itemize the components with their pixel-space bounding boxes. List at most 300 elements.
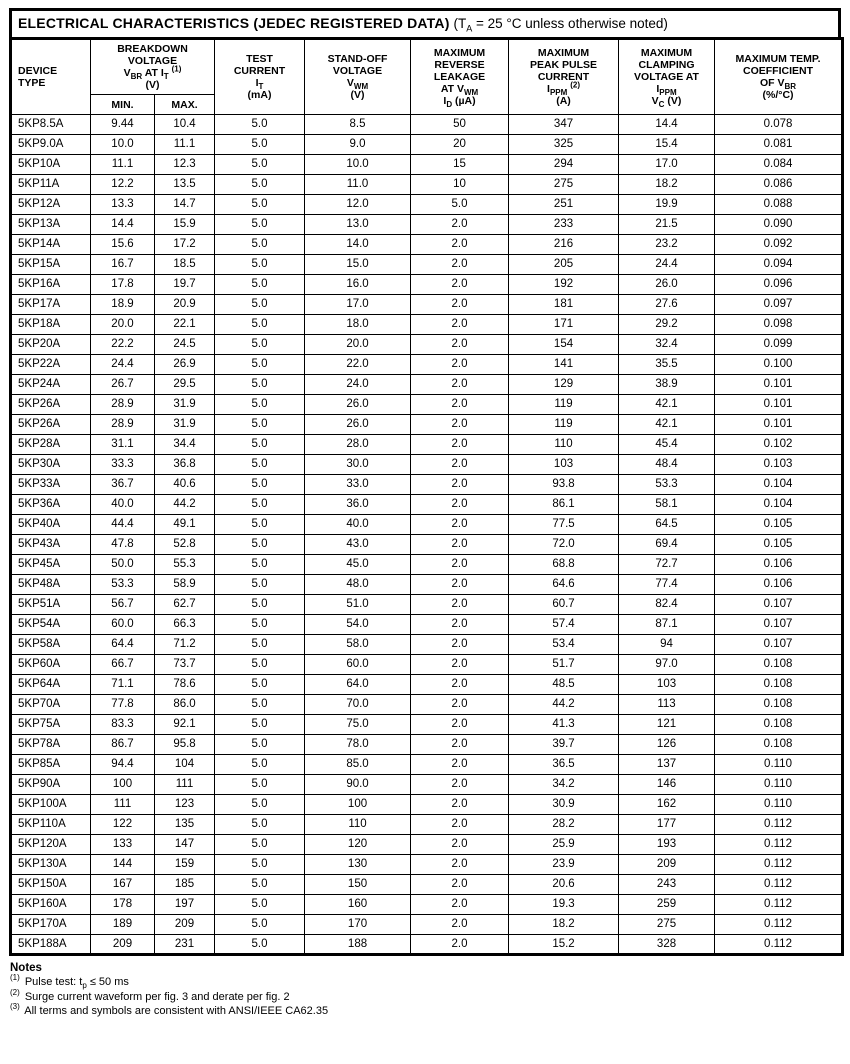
value-cell: 147	[155, 835, 215, 855]
table-row	[11, 135, 843, 155]
value-cell: 5.0	[215, 775, 305, 795]
value-cell: 167	[91, 875, 155, 895]
value-cell: 294	[509, 155, 619, 175]
value-cell: 0.108	[715, 735, 843, 755]
col-header-test-current: TEST CURRENT $I_T$ (mA)	[215, 39, 305, 115]
value-cell: 70.0	[305, 695, 411, 715]
value-cell: 42.1	[619, 395, 715, 415]
value-cell: 0.106	[715, 575, 843, 595]
value-cell: 68.8	[509, 555, 619, 575]
table-row	[11, 535, 843, 555]
table-row	[11, 475, 843, 495]
value-cell: 103	[509, 455, 619, 475]
device-type-cell: 5KP85A	[11, 755, 91, 775]
value-cell: 2.0	[411, 295, 509, 315]
notes-heading: Notes	[10, 962, 42, 974]
value-cell: 73.7	[155, 655, 215, 675]
table-row	[11, 435, 843, 455]
value-cell: 12.3	[155, 155, 215, 175]
value-cell: 13.3	[91, 195, 155, 215]
value-cell: 33.3	[91, 455, 155, 475]
value-cell: 28.9	[91, 415, 155, 435]
value-cell: 0.084	[715, 155, 843, 175]
value-cell: 111	[91, 795, 155, 815]
device-type-cell: 5KP9.0A	[11, 135, 91, 155]
value-cell: 40.0	[91, 495, 155, 515]
table-body	[11, 115, 843, 955]
value-cell: 0.104	[715, 475, 843, 495]
value-cell: 32.4	[619, 335, 715, 355]
value-cell: 72.0	[509, 535, 619, 555]
value-cell: 31.9	[155, 415, 215, 435]
value-cell: 2.0	[411, 635, 509, 655]
value-cell: 2.0	[411, 595, 509, 615]
value-cell: 193	[619, 835, 715, 855]
value-cell: 2.0	[411, 355, 509, 375]
value-cell: 25.9	[509, 835, 619, 855]
value-cell: 0.105	[715, 535, 843, 555]
value-cell: 135	[155, 815, 215, 835]
value-cell: 13.5	[155, 175, 215, 195]
value-cell: 5.0	[215, 935, 305, 955]
device-type-cell: 5KP130A	[11, 855, 91, 875]
value-cell: 53.4	[509, 635, 619, 655]
value-cell: 41.3	[509, 715, 619, 735]
value-cell: 5.0	[215, 515, 305, 535]
value-cell: 15	[411, 155, 509, 175]
value-cell: 2.0	[411, 575, 509, 595]
note-item: $^{(2)}$ Surge current waveform per fig. 3 and derate per fig. 2	[10, 987, 290, 1003]
value-cell: 87.1	[619, 615, 715, 635]
device-type-cell: 5KP22A	[11, 355, 91, 375]
table-row	[11, 815, 843, 835]
value-cell: 178	[91, 895, 155, 915]
value-cell: 181	[509, 295, 619, 315]
device-type-cell: 5KP13A	[11, 215, 91, 235]
value-cell: 233	[509, 215, 619, 235]
value-cell: 5.0	[215, 495, 305, 515]
value-cell: 64.4	[91, 635, 155, 655]
table-row	[11, 455, 843, 475]
value-cell: 93.8	[509, 475, 619, 495]
value-cell: 2.0	[411, 435, 509, 455]
table-row	[11, 515, 843, 535]
value-cell: 60.7	[509, 595, 619, 615]
value-cell: 5.0	[215, 415, 305, 435]
device-type-cell: 5KP150A	[11, 875, 91, 895]
value-cell: 100	[305, 795, 411, 815]
value-cell: 31.9	[155, 395, 215, 415]
value-cell: 23.2	[619, 235, 715, 255]
notes-section	[9, 956, 841, 1019]
value-cell: 43.0	[305, 535, 411, 555]
value-cell: 122	[91, 815, 155, 835]
value-cell: 58.9	[155, 575, 215, 595]
value-cell: 2.0	[411, 475, 509, 495]
value-cell: 5.0	[215, 835, 305, 855]
value-cell: 5.0	[215, 695, 305, 715]
value-cell: 42.1	[619, 415, 715, 435]
table-row	[11, 715, 843, 735]
value-cell: 5.0	[215, 795, 305, 815]
section-title-condition: ($T_A = 25$ °C unless otherwise noted)	[453, 16, 668, 34]
table-row	[11, 555, 843, 575]
value-cell: 9.0	[305, 135, 411, 155]
value-cell: 18.2	[509, 915, 619, 935]
value-cell: 78.6	[155, 675, 215, 695]
value-cell: 11.1	[155, 135, 215, 155]
table-row	[11, 775, 843, 795]
table-row	[11, 375, 843, 395]
value-cell: 5.0	[215, 375, 305, 395]
table-row	[11, 275, 843, 295]
value-cell: 5.0	[215, 655, 305, 675]
table-row	[11, 835, 843, 855]
device-type-cell: 5KP43A	[11, 535, 91, 555]
device-type-cell: 5KP90A	[11, 775, 91, 795]
device-type-cell: 5KP40A	[11, 515, 91, 535]
value-cell: 0.112	[715, 875, 843, 895]
value-cell: 15.6	[91, 235, 155, 255]
value-cell: 110	[509, 435, 619, 455]
value-cell: 78.0	[305, 735, 411, 755]
value-cell: 104	[155, 755, 215, 775]
value-cell: 0.110	[715, 775, 843, 795]
value-cell: 154	[509, 335, 619, 355]
value-cell: 54.0	[305, 615, 411, 635]
table-row	[11, 675, 843, 695]
device-type-cell: 5KP160A	[11, 895, 91, 915]
value-cell: 5.0	[215, 915, 305, 935]
value-cell: 29.5	[155, 375, 215, 395]
value-cell: 38.9	[619, 375, 715, 395]
value-cell: 36.7	[91, 475, 155, 495]
device-type-cell: 5KP64A	[11, 675, 91, 695]
value-cell: 72.7	[619, 555, 715, 575]
table-row	[11, 695, 843, 715]
value-cell: 2.0	[411, 335, 509, 355]
value-cell: 126	[619, 735, 715, 755]
value-cell: 5.0	[215, 755, 305, 775]
value-cell: 14.7	[155, 195, 215, 215]
value-cell: 150	[305, 875, 411, 895]
value-cell: 251	[509, 195, 619, 215]
value-cell: 19.7	[155, 275, 215, 295]
device-type-cell: 5KP14A	[11, 235, 91, 255]
value-cell: 86.7	[91, 735, 155, 755]
value-cell: 177	[619, 815, 715, 835]
value-cell: 130	[305, 855, 411, 875]
value-cell: 48.4	[619, 455, 715, 475]
value-cell: 2.0	[411, 275, 509, 295]
value-cell: 34.2	[509, 775, 619, 795]
value-cell: 77.8	[91, 695, 155, 715]
value-cell: 33.0	[305, 475, 411, 495]
value-cell: 133	[91, 835, 155, 855]
value-cell: 2.0	[411, 395, 509, 415]
value-cell: 22.0	[305, 355, 411, 375]
value-cell: 83.3	[91, 715, 155, 735]
value-cell: 75.0	[305, 715, 411, 735]
value-cell: 0.101	[715, 375, 843, 395]
value-cell: 192	[509, 275, 619, 295]
value-cell: 5.0	[215, 255, 305, 275]
value-cell: 0.086	[715, 175, 843, 195]
value-cell: 113	[619, 695, 715, 715]
device-type-cell: 5KP75A	[11, 715, 91, 735]
value-cell: 20.9	[155, 295, 215, 315]
value-cell: 0.107	[715, 615, 843, 635]
value-cell: 5.0	[215, 815, 305, 835]
value-cell: 5.0	[215, 235, 305, 255]
table-row	[11, 735, 843, 755]
value-cell: 29.2	[619, 315, 715, 335]
value-cell: 48.0	[305, 575, 411, 595]
value-cell: 5.0	[215, 575, 305, 595]
value-cell: 209	[91, 935, 155, 955]
value-cell: 243	[619, 875, 715, 895]
value-cell: 31.1	[91, 435, 155, 455]
value-cell: 90.0	[305, 775, 411, 795]
value-cell: 231	[155, 935, 215, 955]
section-title: ELECTRICAL CHARACTERISTICS (JEDEC REGISTERED DATA)	[18, 15, 450, 31]
value-cell: 94	[619, 635, 715, 655]
value-cell: 0.110	[715, 755, 843, 775]
device-type-cell: 5KP48A	[11, 575, 91, 595]
value-cell: 2.0	[411, 455, 509, 475]
value-cell: 36.0	[305, 495, 411, 515]
value-cell: 20	[411, 135, 509, 155]
value-cell: 26.0	[619, 275, 715, 295]
device-type-cell: 5KP28A	[11, 435, 91, 455]
value-cell: 160	[305, 895, 411, 915]
device-type-cell: 5KP30A	[11, 455, 91, 475]
value-cell: 19.3	[509, 895, 619, 915]
value-cell: 197	[155, 895, 215, 915]
value-cell: 11.0	[305, 175, 411, 195]
value-cell: 189	[91, 915, 155, 935]
value-cell: 44.2	[155, 495, 215, 515]
value-cell: 2.0	[411, 735, 509, 755]
value-cell: 28.9	[91, 395, 155, 415]
value-cell: 19.9	[619, 195, 715, 215]
value-cell: 0.101	[715, 395, 843, 415]
table-row	[11, 615, 843, 635]
value-cell: 0.097	[715, 295, 843, 315]
value-cell: 69.4	[619, 535, 715, 555]
value-cell: 2.0	[411, 695, 509, 715]
device-type-cell: 5KP26A	[11, 415, 91, 435]
value-cell: 2.0	[411, 515, 509, 535]
value-cell: 49.1	[155, 515, 215, 535]
value-cell: 2.0	[411, 615, 509, 635]
value-cell: 24.4	[619, 255, 715, 275]
value-cell: 97.0	[619, 655, 715, 675]
value-cell: 58.0	[305, 635, 411, 655]
value-cell: 58.1	[619, 495, 715, 515]
table-row	[11, 335, 843, 355]
value-cell: 77.5	[509, 515, 619, 535]
value-cell: 209	[155, 915, 215, 935]
value-cell: 188	[305, 935, 411, 955]
value-cell: 60.0	[305, 655, 411, 675]
value-cell: 17.2	[155, 235, 215, 255]
value-cell: 77.4	[619, 575, 715, 595]
value-cell: 0.108	[715, 695, 843, 715]
value-cell: 209	[619, 855, 715, 875]
value-cell: 40.0	[305, 515, 411, 535]
value-cell: 0.108	[715, 675, 843, 695]
value-cell: 50.0	[91, 555, 155, 575]
value-cell: 30.0	[305, 455, 411, 475]
value-cell: 5.0	[411, 195, 509, 215]
value-cell: 2.0	[411, 775, 509, 795]
value-cell: 5.0	[215, 855, 305, 875]
value-cell: 28.2	[509, 815, 619, 835]
value-cell: 15.9	[155, 215, 215, 235]
value-cell: 95.8	[155, 735, 215, 755]
device-type-cell: 5KP17A	[11, 295, 91, 315]
device-type-cell: 5KP36A	[11, 495, 91, 515]
value-cell: 0.105	[715, 515, 843, 535]
value-cell: 0.099	[715, 335, 843, 355]
value-cell: 0.094	[715, 255, 843, 275]
value-cell: 5.0	[215, 195, 305, 215]
value-cell: 5.0	[215, 715, 305, 735]
value-cell: 86.0	[155, 695, 215, 715]
value-cell: 5.0	[215, 115, 305, 135]
value-cell: 26.9	[155, 355, 215, 375]
value-cell: 18.0	[305, 315, 411, 335]
value-cell: 0.104	[715, 495, 843, 515]
value-cell: 0.102	[715, 435, 843, 455]
device-type-cell: 5KP170A	[11, 915, 91, 935]
value-cell: 0.096	[715, 275, 843, 295]
value-cell: 24.0	[305, 375, 411, 395]
value-cell: 5.0	[215, 595, 305, 615]
value-cell: 5.0	[215, 475, 305, 495]
value-cell: 5.0	[215, 215, 305, 235]
value-cell: 45.0	[305, 555, 411, 575]
value-cell: 2.0	[411, 235, 509, 255]
value-cell: 20.6	[509, 875, 619, 895]
table-row	[11, 855, 843, 875]
table-row	[11, 875, 843, 895]
table-header	[11, 39, 843, 115]
table-row	[11, 655, 843, 675]
value-cell: 36.5	[509, 755, 619, 775]
value-cell: 44.4	[91, 515, 155, 535]
value-cell: 2.0	[411, 415, 509, 435]
value-cell: 0.110	[715, 795, 843, 815]
value-cell: 66.3	[155, 615, 215, 635]
table-row	[11, 395, 843, 415]
device-type-cell: 5KP188A	[11, 935, 91, 955]
value-cell: 5.0	[215, 895, 305, 915]
value-cell: 144	[91, 855, 155, 875]
value-cell: 86.1	[509, 495, 619, 515]
device-type-cell: 5KP12A	[11, 195, 91, 215]
device-type-cell: 5KP11A	[11, 175, 91, 195]
value-cell: 35.5	[619, 355, 715, 375]
value-cell: 60.0	[91, 615, 155, 635]
value-cell: 2.0	[411, 495, 509, 515]
value-cell: 275	[509, 175, 619, 195]
value-cell: 5.0	[215, 395, 305, 415]
value-cell: 52.8	[155, 535, 215, 555]
device-type-cell: 5KP18A	[11, 315, 91, 335]
table-row	[11, 295, 843, 315]
device-type-cell: 5KP110A	[11, 815, 91, 835]
value-cell: 170	[305, 915, 411, 935]
value-cell: 5.0	[215, 335, 305, 355]
table-row	[11, 895, 843, 915]
device-type-cell: 5KP120A	[11, 835, 91, 855]
device-type-cell: 5KP16A	[11, 275, 91, 295]
value-cell: 137	[619, 755, 715, 775]
value-cell: 5.0	[215, 455, 305, 475]
value-cell: 2.0	[411, 655, 509, 675]
value-cell: 171	[509, 315, 619, 335]
value-cell: 23.9	[509, 855, 619, 875]
device-type-cell: 5KP26A	[11, 395, 91, 415]
value-cell: 5.0	[215, 135, 305, 155]
value-cell: 15.2	[509, 935, 619, 955]
note-item: $^{(1)}$ Pulse test: $t_p \le 50$ ms	[10, 973, 129, 991]
value-cell: 185	[155, 875, 215, 895]
value-cell: 0.090	[715, 215, 843, 235]
value-cell: 14.0	[305, 235, 411, 255]
value-cell: 111	[155, 775, 215, 795]
value-cell: 62.7	[155, 595, 215, 615]
value-cell: 14.4	[91, 215, 155, 235]
value-cell: 20.0	[91, 315, 155, 335]
table-row	[11, 575, 843, 595]
value-cell: 120	[305, 835, 411, 855]
value-cell: 13.0	[305, 215, 411, 235]
value-cell: 2.0	[411, 315, 509, 335]
table-row	[11, 915, 843, 935]
table-row	[11, 235, 843, 255]
value-cell: 2.0	[411, 915, 509, 935]
notes-list	[10, 975, 841, 1019]
value-cell: 34.4	[155, 435, 215, 455]
device-type-cell: 5KP15A	[11, 255, 91, 275]
value-cell: 27.6	[619, 295, 715, 315]
value-cell: 5.0	[215, 675, 305, 695]
table-row	[11, 495, 843, 515]
value-cell: 100	[91, 775, 155, 795]
value-cell: 0.107	[715, 595, 843, 615]
value-cell: 119	[509, 395, 619, 415]
value-cell: 0.103	[715, 455, 843, 475]
table-row	[11, 755, 843, 775]
value-cell: 94.4	[91, 755, 155, 775]
header-row-main	[11, 39, 843, 95]
table-row	[11, 155, 843, 175]
value-cell: 141	[509, 355, 619, 375]
value-cell: 2.0	[411, 815, 509, 835]
table-row	[11, 355, 843, 375]
value-cell: 0.112	[715, 935, 843, 955]
value-cell: 10.0	[91, 135, 155, 155]
value-cell: 14.4	[619, 115, 715, 135]
col-header-max-clamping-voltage: MAXIMUM CLAMPING VOLTAGE AT $I_{PPM}$ $V_C$ (V)	[619, 39, 715, 115]
value-cell: 0.112	[715, 915, 843, 935]
table-row	[11, 415, 843, 435]
value-cell: 159	[155, 855, 215, 875]
value-cell: 129	[509, 375, 619, 395]
